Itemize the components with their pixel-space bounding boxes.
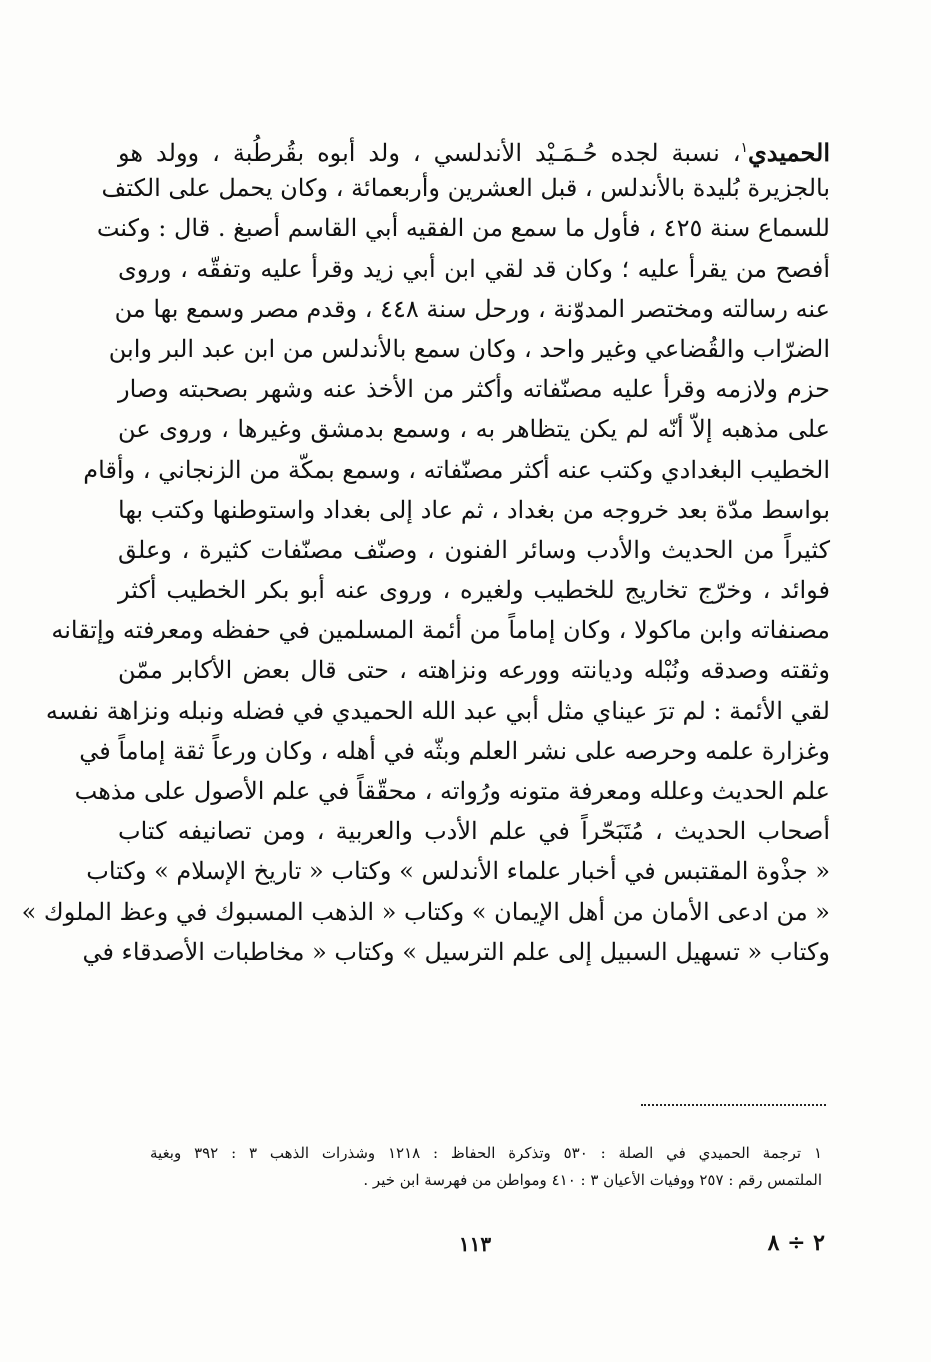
text-line-14: وثقته وصدقه ونُبْله وديانته وورعه ونزاهته ، حتى قال بعض الأكابر ممّن (118, 656, 830, 685)
text-line-12: فوائد ، وخرّج تخاريج للخطيب ولغيره ، وروى عنه أبو بكر الخطيب أكثر (118, 576, 830, 605)
text-line-3: للسماع سنة ٤٢٥ ، فأول ما سمع من الفقيه أبي القاسم أصبغ . قال : وكنت (96, 214, 830, 243)
page-number: ١١٣ (458, 1232, 492, 1256)
text-line-1 (118, 128, 830, 168)
footnote-separator (641, 1104, 826, 1106)
text-line-8: على مذهبه إلاّ أنّه لم يكن يتظاهر به ، وسمع بدمشق وغيرها ، وروى عن (118, 415, 830, 444)
text-line-11: كثيراً من الحديث والأدب وسائر الفنون ، وصنّف مصنّفات كثيرة ، وعلق (118, 535, 830, 564)
text-line-15: لقي الأئمة : لم ترَ عيناي مثل أبي عبد الله الحميدي في فضله ونبله ونزاهة نفسه (45, 696, 830, 725)
footnote-line-2: الملتمس رقم : ٢٥٧ ووفيات الأعيان ٣ : ٤١٠ ومواطن من فهرسة ابن خير . (363, 1171, 822, 1189)
text-line-17: علم الحديث وعلله ومعرفة متونه ورُواته ، محقّقاً في علم الأصول على مذهب (74, 777, 830, 805)
text-line-2: بالجزيرة بُليدة بالأندلس ، قبل العشرين وأربعمائة ، وكان يحمل على الكتف (101, 174, 830, 203)
text-line-16: وغزارة علمه وحرصه على نشر العلم وبثّه في أهله ، وكان ورعاً ثقة إماماً في (79, 736, 830, 765)
footnote-line-1: ١ ترجمة الحميدي في الصلة : ٥٣٠ وتذكرة الحفاظ : ١٢١٨ وشذرات الذهب ٣ : ٣٩٢ وبغية (150, 1144, 822, 1162)
main-text (21, 128, 830, 972)
text-line-20: « من ادعى الأمان من أهل الإيمان » وكتاب « الذهب المسبوك في وعظ الملوك » (21, 897, 830, 926)
text-line-10: بواسط مدّة بعد خروجه من بغداد ، ثم عاد إلى بغداد واستوطنها وكتب بها (118, 495, 830, 524)
text-line-6: الضرّاب والقُضاعي وغير واحد ، وكان سمع بالأندلس من ابن عبد البر وابن (108, 334, 830, 363)
text-line-1-rest: ، نسبة لجده حُـمَـيْد الأندلسي ، ولد أبوه بقُرطُبة ، وولد هو (118, 139, 741, 167)
footnote-marker: ١ (740, 140, 749, 156)
text-line-5: عنه رسالته ومختصر المدوّنة ، ورحل سنة ٤٤٨ ، وقدم مصر وسمع بها من (114, 294, 830, 323)
text-line-7: حزم ولازمه وقرأ عليه مصنّفاته وأكثر من الأخذ عنه وشهر بصحبته وصار (118, 375, 830, 404)
entry-headword: الحميدي (748, 138, 830, 167)
signature-mark: ٢ ÷ ٨ (767, 1230, 825, 1256)
text-line-19: « جذْوة المقتبس في أخبار علماء الأندلس » وكتاب « تاريخ الإسلام » وكتاب (86, 857, 830, 886)
text-line-4: أفصح من يقرأ عليه ؛ وكان قد لقي ابن أبي زيد وقرأ عليه وتفقّه ، وروى (118, 254, 830, 283)
footnote (150, 1140, 822, 1194)
text-line-21: وكتاب « تسهيل السبيل إلى علم الترسيل » وكتاب « مخاطبات الأصدقاء في (82, 937, 830, 966)
text-line-18: أصحاب الحديث ، مُتَبَحّراً في علم الأدب والعربية ، ومن تصانيفه كتاب (118, 817, 830, 846)
text-line-13: مصنفاته وابن ماكولا ، وكان إماماً من أئمة المسلمين في حفظه ومعرفته وإتقانه (51, 616, 830, 645)
text-line-9: الخطيب البغدادي وكتب عنه أكثر مصنّفاته ، وسمع بمكّة من الزنجاني ، وأقام (83, 455, 830, 484)
